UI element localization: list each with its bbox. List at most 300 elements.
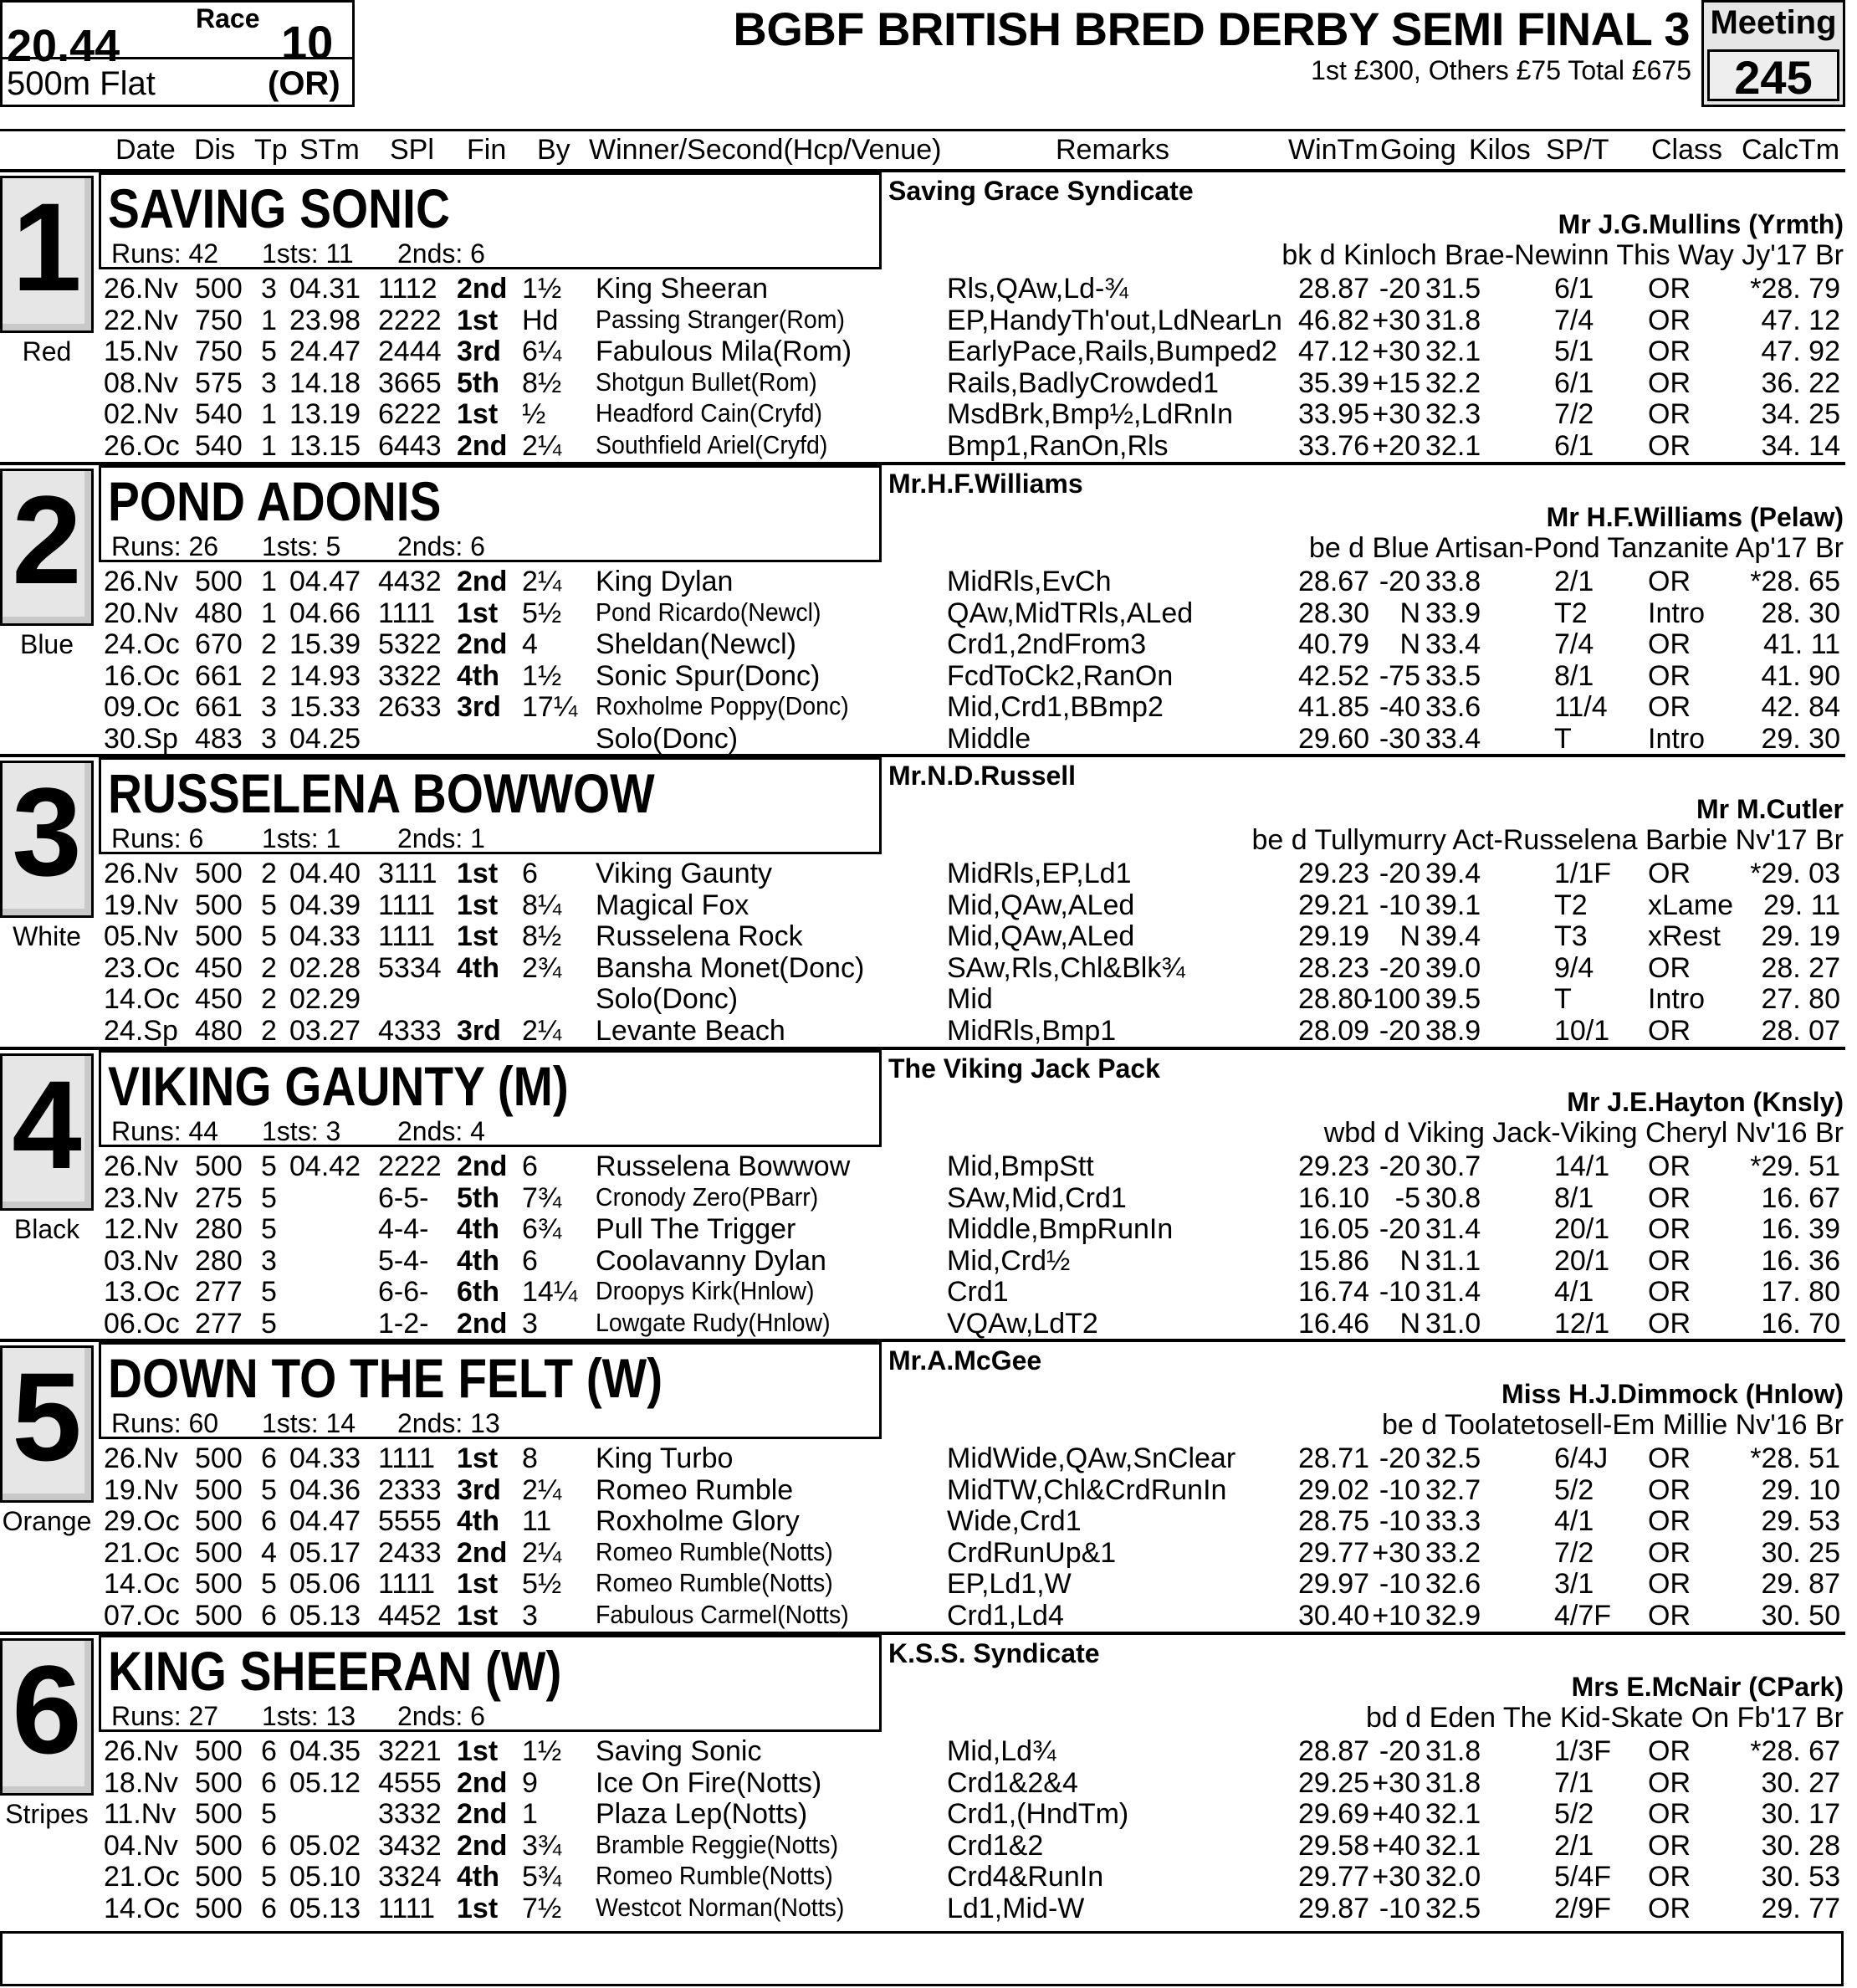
runner-firsts: 1sts: 11: [262, 238, 354, 269]
col-remarks: Remarks: [1056, 134, 1170, 166]
form-stm: 04.33: [289, 1442, 361, 1474]
form-kilos: 39.4: [1425, 858, 1481, 889]
form-dis: 500: [195, 1474, 243, 1506]
col-tp: Tp: [254, 134, 288, 166]
col-class: Class: [1651, 134, 1723, 166]
form-tp: 1: [261, 430, 277, 462]
form-calc: 30. 28: [1761, 1830, 1840, 1862]
form-cls: OR: [1648, 1276, 1691, 1308]
form-by: 6: [522, 858, 538, 889]
runner-trainer: Miss H.J.Dimmock (Hnlow): [1501, 1379, 1844, 1409]
form-spt: 4/7F: [1554, 1600, 1612, 1632]
form-winner: Pull The Trigger: [596, 1213, 796, 1245]
form-dis: 500: [195, 1798, 243, 1830]
col-by: By: [537, 134, 570, 166]
form-date: 09.Oc: [104, 691, 180, 723]
form-winner: Roxholme Glory: [596, 1505, 800, 1537]
form-winner: Romeo Rumble(Notts): [596, 1537, 833, 1566]
form-calc: 28. 30: [1761, 597, 1840, 629]
form-tp: 6: [261, 1767, 277, 1799]
form-spl: 2633: [378, 691, 442, 723]
form-tp: 3: [261, 273, 277, 305]
form-remarks: MidRls,EvCh: [947, 566, 1112, 597]
form-spt: 5/2: [1554, 1798, 1594, 1830]
form-tp: 5: [261, 889, 277, 921]
form-winner: Shotgun Bullet(Rom): [596, 367, 817, 397]
trap-color: Black: [13, 1214, 80, 1244]
form-winner: Russelena Bowwow: [596, 1150, 851, 1182]
form-stm: 04.33: [289, 920, 361, 952]
form-wintm: 33.95: [1298, 398, 1370, 430]
form-spl: 1111: [378, 920, 436, 952]
form-calc: 28. 07: [1761, 1015, 1840, 1047]
form-calc: 17. 80: [1761, 1276, 1840, 1308]
form-spl: 4-4-: [378, 1213, 429, 1245]
form-remarks: Mid: [947, 983, 993, 1015]
form-stm: 04.36: [289, 1474, 361, 1506]
form-cls: OR: [1648, 1505, 1691, 1537]
form-fin: 1st: [457, 1735, 499, 1767]
form-spl: 6-6-: [378, 1276, 429, 1308]
form-spt: 4/1: [1554, 1505, 1594, 1537]
form-remarks: SAw,Mid,Crd1: [947, 1182, 1127, 1214]
form-calc: 29. 87: [1761, 1568, 1840, 1600]
runner-trainer: Mrs E.McNair (CPark): [1571, 1672, 1844, 1702]
form-remarks: Crd1,2ndFrom3: [947, 628, 1147, 660]
form-tp: 2: [261, 858, 277, 889]
form-winner: Bansha Monet(Donc): [596, 952, 865, 984]
form-remarks: Crd1,(HndTm): [947, 1798, 1129, 1830]
form-calc: *28. 51: [1750, 1442, 1840, 1474]
form-cls: OR: [1648, 1568, 1691, 1600]
form-stm: 05.10: [289, 1861, 361, 1893]
form-spl: 4555: [378, 1767, 442, 1799]
form-going: -20: [1379, 273, 1420, 305]
form-spt: 14/1: [1554, 1150, 1610, 1182]
form-wintm: 28.71: [1298, 1442, 1370, 1474]
form-tp: 2: [261, 983, 277, 1015]
runner-seconds: 2nds: 6: [397, 1701, 485, 1731]
runner-owner: Mr.A.McGee: [888, 1345, 1042, 1376]
form-stm: 05.02: [289, 1830, 361, 1862]
form-spt: 7/4: [1554, 628, 1594, 660]
runner-firsts: 1sts: 14: [262, 1408, 356, 1438]
form-cls: OR: [1648, 628, 1691, 660]
form-dis: 500: [195, 1600, 243, 1632]
form-kilos: 32.1: [1425, 1830, 1481, 1862]
form-spt: 11/4: [1554, 691, 1608, 723]
form-going: +30: [1372, 336, 1420, 367]
form-wintm: 29.58: [1298, 1830, 1370, 1862]
runner-name-box: [99, 465, 882, 562]
form-winner: Russelena Rock: [596, 920, 803, 952]
form-spl: 1112: [378, 273, 437, 305]
race-number: 10: [281, 16, 334, 69]
form-wintm: 16.46: [1298, 1308, 1370, 1340]
form-fin: 1st: [457, 1600, 499, 1632]
form-by: 5½: [522, 1568, 562, 1600]
form-stm: 04.31: [289, 273, 361, 305]
form-calc: *28. 79: [1750, 273, 1840, 305]
form-spt: 1/1F: [1554, 858, 1612, 889]
form-cls: xRest: [1648, 920, 1721, 952]
form-kilos: 32.5: [1425, 1893, 1481, 1924]
form-date: 13.Oc: [104, 1276, 180, 1308]
form-remarks: VQAw,LdT2: [947, 1308, 1098, 1340]
form-spt: T3: [1554, 920, 1588, 952]
form-tp: 5: [261, 1798, 277, 1830]
form-remarks: MidWide,QAw,SnClear: [947, 1442, 1236, 1474]
form-calc: 29. 19: [1761, 920, 1840, 952]
form-remarks: MsdBrk,Bmp½,LdRnIn: [947, 398, 1234, 430]
form-dis: 670: [195, 628, 243, 660]
form-tp: 1: [261, 597, 277, 629]
form-spt: 10/1: [1554, 1015, 1610, 1047]
form-date: 23.Oc: [104, 952, 180, 984]
form-date: 30.Sp: [104, 723, 178, 755]
form-winner: King Sheeran: [596, 273, 769, 305]
form-tp: 6: [261, 1893, 277, 1924]
form-fin: 2nd: [457, 273, 508, 305]
form-tp: 6: [261, 1600, 277, 1632]
form-calc: 30. 50: [1761, 1600, 1840, 1632]
form-calc: *29. 03: [1750, 858, 1840, 889]
form-by: 2¼: [522, 566, 562, 597]
form-kilos: 39.0: [1425, 952, 1481, 984]
form-kilos: 31.1: [1425, 1245, 1481, 1277]
runner-owner: K.S.S. Syndicate: [888, 1638, 1100, 1668]
trap-number: 3: [12, 761, 82, 902]
col-kilos: Kilos: [1469, 134, 1531, 166]
form-dis: 450: [195, 983, 243, 1015]
runner-seconds: 2nds: 13: [397, 1408, 500, 1438]
form-cls: OR: [1648, 1893, 1691, 1924]
form-going: +15: [1372, 367, 1420, 399]
form-tp: 5: [261, 1308, 277, 1340]
form-stm: 04.47: [289, 1505, 361, 1537]
form-kilos: 32.7: [1425, 1474, 1481, 1506]
runner-name: SAVING SONIC: [108, 177, 450, 239]
form-wintm: 15.86: [1298, 1245, 1370, 1277]
form-winner: Lowgate Rudy(Hnlow): [596, 1308, 831, 1337]
form-spl: 1111: [378, 1893, 436, 1924]
runner-trainer: Mr J.G.Mullins (Yrmth): [1558, 209, 1844, 239]
form-wintm: 33.76: [1298, 430, 1370, 462]
form-cls: OR: [1648, 1442, 1691, 1474]
form-stm: 14.93: [289, 660, 361, 692]
form-remarks: Mid,BmpStt: [947, 1150, 1094, 1182]
form-fin: 3rd: [457, 1474, 501, 1506]
form-kilos: 32.2: [1425, 367, 1481, 399]
form-cls: OR: [1648, 305, 1691, 336]
form-spt: 7/4: [1554, 305, 1594, 336]
runner-breeding: bk d Kinloch Brae-Newinn This Way Jy'17 Br: [1281, 239, 1844, 271]
form-stm: 14.18: [289, 367, 361, 399]
form-spl: 3432: [378, 1830, 442, 1862]
runner-breeding: be d Tullymurry Act-Russelena Barbie Nv'17 Br: [1251, 824, 1844, 856]
form-date: 21.Oc: [104, 1861, 180, 1893]
form-stm: 04.47: [289, 566, 361, 597]
form-date: 04.Nv: [104, 1830, 178, 1862]
form-going: -10: [1379, 1474, 1420, 1506]
form-kilos: 30.8: [1425, 1182, 1481, 1214]
form-winner: Plaza Lep(Notts): [596, 1798, 808, 1830]
form-remarks: CrdRunUp&1: [947, 1537, 1117, 1569]
form-kilos: 39.5: [1425, 983, 1481, 1015]
form-by: 17¼: [522, 691, 578, 723]
form-spl: 3665: [378, 367, 442, 399]
form-date: 08.Nv: [104, 367, 178, 399]
form-wintm: 29.87: [1298, 1893, 1370, 1924]
form-spt: 20/1: [1554, 1213, 1610, 1245]
form-wintm: 29.60: [1298, 723, 1370, 755]
form-wintm: 29.21: [1298, 889, 1370, 921]
form-wintm: 47.12: [1298, 336, 1370, 367]
form-dis: 575: [195, 367, 243, 399]
form-winner: Romeo Rumble(Notts): [596, 1861, 833, 1890]
form-stm: 04.42: [289, 1150, 361, 1182]
form-spt: 2/1: [1554, 566, 1594, 597]
form-dis: 750: [195, 336, 243, 367]
form-winner: Coolavanny Dylan: [596, 1245, 826, 1277]
form-spt: 7/2: [1554, 1537, 1594, 1569]
form-remarks: Mid,Crd½: [947, 1245, 1071, 1277]
form-kilos: 33.5: [1425, 660, 1481, 692]
form-calc: 47. 12: [1761, 305, 1840, 336]
form-date: 22.Nv: [104, 305, 178, 336]
trap-number: 2: [12, 469, 82, 610]
form-spt: 6/1: [1554, 273, 1594, 305]
form-winner: Sheldan(Newcl): [596, 628, 796, 660]
form-date: 19.Nv: [104, 889, 178, 921]
form-by: 8½: [522, 367, 562, 399]
form-date: 26.Nv: [104, 1735, 178, 1767]
runner-runs: Runs: 60: [111, 1408, 219, 1438]
trap-number: 4: [12, 1054, 82, 1195]
form-going: -10: [1379, 1276, 1420, 1308]
runner-firsts: 1sts: 5: [262, 531, 341, 561]
form-remarks: Middle: [947, 723, 1031, 755]
runner-runs: Runs: 6: [111, 823, 204, 853]
runner-firsts: 1sts: 13: [262, 1701, 356, 1731]
form-cls: OR: [1648, 1830, 1691, 1862]
form-going: -20: [1379, 1150, 1420, 1182]
form-wintm: 29.25: [1298, 1767, 1370, 1799]
form-spt: 8/1: [1554, 660, 1594, 692]
form-wintm: 29.19: [1298, 920, 1370, 952]
form-calc: 27. 80: [1761, 983, 1840, 1015]
form-winner: Solo(Donc): [596, 723, 739, 755]
runner-seconds: 2nds: 4: [397, 1116, 485, 1146]
form-by: 2¼: [522, 430, 562, 462]
meeting-number-box: [1707, 49, 1839, 104]
form-going: -30: [1379, 723, 1420, 755]
form-dis: 280: [195, 1213, 243, 1245]
form-fin: 4th: [457, 1861, 499, 1893]
form-spl: 3322: [378, 660, 442, 692]
form-spl: 5334: [378, 952, 442, 984]
form-fin: 2nd: [457, 1150, 508, 1182]
form-fin: 2nd: [457, 1308, 508, 1340]
form-fin: 5th: [457, 367, 499, 399]
form-going: -100: [1363, 983, 1420, 1015]
form-wintm: 46.82: [1298, 305, 1370, 336]
runner-breeding: bd d Eden The Kid-Skate On Fb'17 Br: [1366, 1702, 1844, 1734]
form-cls: Intro: [1648, 983, 1706, 1015]
col-date: Date: [115, 134, 176, 166]
form-cls: OR: [1648, 1735, 1691, 1767]
form-fin: 4th: [457, 1213, 499, 1245]
form-cls: xLame: [1648, 889, 1734, 921]
form-spl: 4452: [378, 1600, 442, 1632]
form-date: 14.Oc: [104, 983, 180, 1015]
form-fin: 3rd: [457, 336, 501, 367]
form-date: 12.Nv: [104, 1213, 178, 1245]
form-fin: 1st: [457, 920, 499, 952]
form-kilos: 32.1: [1425, 430, 1481, 462]
runner-name: RUSSELENA BOWWOW: [108, 762, 655, 824]
form-spl: 2222: [378, 1150, 442, 1182]
form-calc: *29. 51: [1750, 1150, 1840, 1182]
form-remarks: Wide,Crd1: [947, 1505, 1082, 1537]
form-date: 26.Nv: [104, 1150, 178, 1182]
form-dis: 540: [195, 430, 243, 462]
form-winner: Roxholme Poppy(Donc): [596, 691, 849, 720]
form-dis: 540: [195, 398, 243, 430]
form-by: 3: [522, 1600, 538, 1632]
form-remarks: EP,HandyTh'out,LdNearLn: [947, 305, 1282, 336]
form-remarks: FcdToCk2,RanOn: [947, 660, 1174, 692]
form-by: 3¾: [522, 1830, 562, 1862]
form-spl: 2444: [378, 336, 442, 367]
form-dis: 277: [195, 1276, 243, 1308]
form-tp: 5: [261, 1276, 277, 1308]
form-winner: Bramble Reggie(Notts): [596, 1830, 839, 1859]
form-going: -10: [1379, 1893, 1420, 1924]
form-going: +10: [1372, 1600, 1420, 1632]
form-wintm: 29.77: [1298, 1537, 1370, 1569]
form-kilos: 30.7: [1425, 1150, 1481, 1182]
runner-runs: Runs: 27: [111, 1701, 219, 1731]
form-spt: 7/2: [1554, 398, 1594, 430]
col-wintm: WinTm: [1288, 134, 1379, 166]
form-calc: 16. 39: [1761, 1213, 1840, 1245]
form-by: 7½: [522, 1893, 562, 1924]
form-by: 6: [522, 1245, 538, 1277]
form-tp: 3: [261, 1245, 277, 1277]
form-spt: T2: [1554, 889, 1588, 921]
runner-trainer: Mr J.E.Hayton (Knsly): [1567, 1087, 1844, 1117]
runner-name: POND ADONIS: [108, 470, 442, 532]
form-by: 2¼: [522, 1015, 562, 1047]
form-going: -20: [1379, 858, 1420, 889]
runner-owner: Mr.N.D.Russell: [888, 761, 1077, 791]
form-calc: 47. 92: [1761, 336, 1840, 367]
form-fin: 1st: [457, 1893, 499, 1924]
form-remarks: Rails,BadlyCrowded1: [947, 367, 1220, 399]
form-stm: 04.35: [289, 1735, 361, 1767]
form-wintm: 28.09: [1298, 1015, 1370, 1047]
runner-owner: The Viking Jack Pack: [888, 1053, 1160, 1084]
form-winner: Romeo Rumble: [596, 1474, 794, 1506]
form-going: +30: [1372, 305, 1420, 336]
form-stm: 04.39: [289, 889, 361, 921]
form-spl: 5555: [378, 1505, 442, 1537]
form-going: +40: [1372, 1830, 1420, 1862]
form-winner: Droopys Kirk(Hnlow): [596, 1276, 815, 1305]
form-spl: 3324: [378, 1861, 442, 1893]
form-dis: 500: [195, 858, 243, 889]
form-by: 8¼: [522, 889, 562, 921]
form-date: 11.Nv: [104, 1798, 176, 1830]
form-winner: Ice On Fire(Notts): [596, 1767, 822, 1799]
header-rule: [0, 129, 1845, 131]
prize-money: 1st £300, Others £75 Total £675: [1311, 55, 1691, 85]
form-tp: 5: [261, 920, 277, 952]
form-calc: 34. 25: [1761, 398, 1840, 430]
form-spt: 12/1: [1554, 1308, 1610, 1340]
form-kilos: 33.2: [1425, 1537, 1481, 1569]
form-dis: 480: [195, 1015, 243, 1047]
form-date: 26.Nv: [104, 1442, 178, 1474]
race-grade: (OR): [268, 65, 340, 102]
form-wintm: 29.02: [1298, 1474, 1370, 1506]
meeting-box: [1701, 0, 1845, 107]
form-remarks: Mid,Crd1,BBmp2: [947, 691, 1164, 723]
form-spt: 5/1: [1554, 336, 1594, 367]
form-spt: 6/1: [1554, 367, 1594, 399]
form-stm: 05.17: [289, 1537, 361, 1569]
form-cls: OR: [1648, 691, 1691, 723]
form-winner: Saving Sonic: [596, 1735, 762, 1767]
form-going: -20: [1379, 1015, 1420, 1047]
form-winner: Magical Fox: [596, 889, 749, 921]
form-cls: OR: [1648, 1537, 1691, 1569]
trap-color: Stripes: [5, 1799, 89, 1829]
form-cls: OR: [1648, 1798, 1691, 1830]
form-stm: 13.19: [289, 398, 361, 430]
form-wintm: 29.97: [1298, 1568, 1370, 1600]
col-spt: SP/T: [1546, 134, 1609, 166]
form-going: +30: [1372, 398, 1420, 430]
form-remarks: Middle,BmpRunIn: [947, 1213, 1174, 1245]
form-going: N: [1399, 597, 1420, 629]
form-cls: OR: [1648, 1245, 1691, 1277]
form-stm: 15.39: [289, 628, 361, 660]
form-spt: T2: [1554, 597, 1588, 629]
form-wintm: 29.23: [1298, 858, 1370, 889]
form-remarks: Mid,QAw,ALed: [947, 920, 1135, 952]
form-fin: 2nd: [457, 1830, 508, 1862]
form-wintm: 29.77: [1298, 1861, 1370, 1893]
form-spl: 1-2-: [378, 1308, 429, 1340]
form-wintm: 28.87: [1298, 1735, 1370, 1767]
form-stm: 02.29: [289, 983, 361, 1015]
form-spl: 3221: [378, 1735, 442, 1767]
form-spl: 5322: [378, 628, 442, 660]
runner-name: VIKING GAUNTY (M): [108, 1055, 569, 1117]
form-going: -10: [1379, 1505, 1420, 1537]
form-winner: Headford Cain(Cryfd): [596, 398, 823, 428]
form-by: 14¼: [522, 1276, 578, 1308]
form-by: 1½: [522, 1735, 562, 1767]
form-dis: 450: [195, 952, 243, 984]
form-tp: 2: [261, 628, 277, 660]
form-cls: OR: [1648, 1861, 1691, 1893]
form-calc: 16. 70: [1761, 1308, 1840, 1340]
form-by: 6: [522, 1150, 538, 1182]
form-spl: 4432: [378, 566, 442, 597]
